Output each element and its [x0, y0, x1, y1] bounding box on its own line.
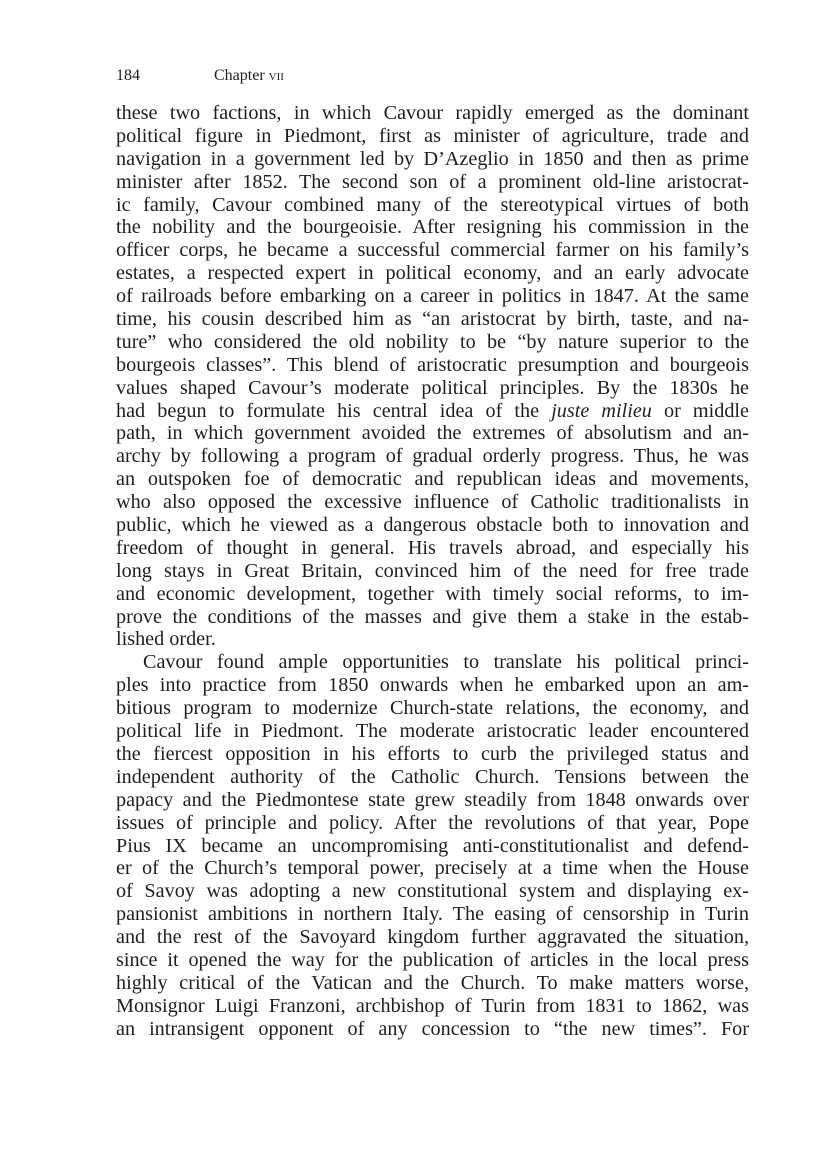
chapter-title: [214, 66, 284, 86]
text-line: the nobility and the bourgeoisie. After resigning his commission in the: [116, 216, 749, 239]
text-line-with-italic: [116, 400, 749, 423]
text-line: public, which he viewed as a dangerous obstacle both to innovation and: [116, 514, 749, 537]
text-line: an outspoken foe of democratic and republican ideas and movements,: [116, 468, 749, 491]
text-line: of Savoy was adopting a new constitutional system and displaying ex-: [116, 880, 749, 903]
running-header: [116, 66, 284, 86]
text-line: Pius IX became an uncompromising anti-constitutionalist and defend-: [116, 834, 749, 857]
text-line: path, in which government avoided the extremes of absolutism and an-: [116, 422, 749, 445]
text-line: officer corps, he became a successful commercial farmer on his family’s: [116, 239, 749, 262]
text-line: ture” who considered the old nobility to be “by nature superior to the: [116, 330, 749, 353]
text-line: freedom of thought in general. His travels abroad, and especially his: [116, 536, 749, 559]
text-line: navigation in a government led by D’Azeglio in 1850 and then as prime: [116, 147, 749, 170]
text-line: the fiercest opposition in his efforts to curb the privileged status and: [116, 742, 749, 765]
text-line: long stays in Great Britain, convinced him of the need for free trade: [116, 559, 749, 582]
text-line: minister after 1852. The second son of a prominent old-line aristocrat-: [116, 170, 749, 193]
text-segment: had begun to formulate his central idea of the: [116, 399, 552, 422]
chapter-label: Chapter: [214, 67, 269, 84]
text-line: issues of principle and policy. After the revolutions of that year, Pope: [116, 811, 749, 834]
text-line: er of the Church’s temporal power, precisely at a time when the House: [116, 857, 749, 880]
text-line: independent authority of the Catholic Church. Tensions between the: [116, 765, 749, 788]
text-line: and the rest of the Savoyard kingdom further aggravated the situation,: [116, 926, 749, 949]
text-line: values shaped Cavour’s moderate political principles. By the 1830s he: [116, 376, 749, 399]
text-line: and economic development, together with timely social reforms, to im-: [116, 582, 749, 605]
text-line: an intransigent opponent of any concession to “the new times”. For: [116, 1017, 749, 1040]
text-line: estates, a respected expert in political economy, and an early advocate: [116, 262, 749, 285]
text-line: highly critical of the Vatican and the Church. To make matters worse,: [116, 971, 749, 994]
text-line: archy by following a program of gradual orderly progress. Thus, he was: [116, 445, 749, 468]
text-line: papacy and the Piedmontese state grew steadily from 1848 onwards over: [116, 788, 749, 811]
text-line: time, his cousin described him as “an aristocrat by birth, taste, and na-: [116, 308, 749, 331]
text-line: bitious program to modernize Church-state relations, the economy, and: [116, 697, 749, 720]
text-line: political figure in Piedmont, first as minister of agriculture, trade and: [116, 124, 749, 147]
text-line: bourgeois classes”. This blend of aristocratic presumption and bourgeois: [116, 353, 749, 376]
text-line: these two factions, in which Cavour rapidly emerged as the dominant: [116, 102, 749, 124]
text-line: since it opened the way for the publication of articles in the local press: [116, 948, 749, 971]
text-line: political life in Piedmont. The moderate aristocratic leader encountered: [116, 720, 749, 743]
page-number: 184: [116, 67, 140, 84]
text-line: who also opposed the excessive influence of Catholic traditionalists in: [116, 491, 749, 514]
text-segment: or middle: [651, 399, 750, 422]
paragraph-end-line: lished order.: [116, 628, 216, 651]
paragraph-first-line: Cavour found ample opportunities to translate his political princi-: [143, 651, 749, 674]
text-line: ples into practice from 1850 onwards when he embarked upon an am-: [116, 674, 749, 697]
text-line: ic family, Cavour combined many of the stereotypical virtues of both: [116, 193, 749, 216]
chapter-numeral: vii: [268, 68, 284, 84]
text-line: Monsignor Luigi Franzoni, archbishop of Turin from 1831 to 1862, was: [116, 994, 749, 1017]
body-text: [116, 102, 749, 1041]
text-line: of railroads before embarking on a career in politics in 1847. At the same: [116, 285, 749, 308]
text-line: pansionist ambitions in northern Italy. The easing of censorship in Turin: [116, 903, 749, 926]
text-line: prove the conditions of the masses and give them a stake in the estab-: [116, 605, 749, 628]
italic-phrase: juste milieu: [551, 399, 652, 422]
